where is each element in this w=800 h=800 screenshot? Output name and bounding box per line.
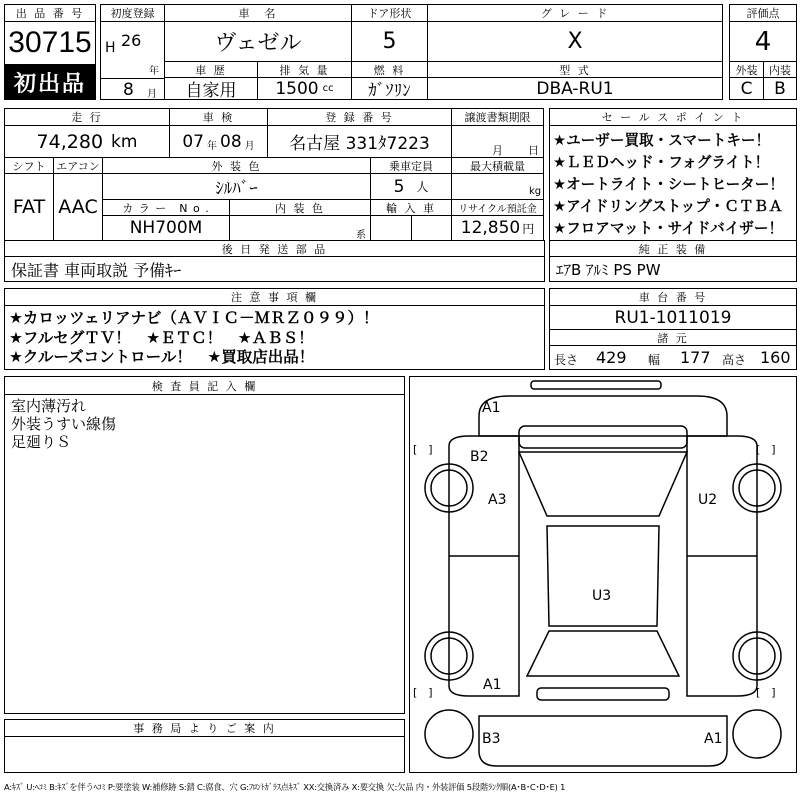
damage-mark: B2 bbox=[470, 449, 489, 465]
displacement-cell bbox=[257, 77, 352, 100]
rear-bumper bbox=[537, 688, 669, 700]
capacity-cell bbox=[370, 173, 452, 200]
score-label: 評価点 bbox=[729, 4, 797, 22]
first-reg-month: 8 bbox=[123, 80, 134, 100]
capacity: 5 bbox=[393, 176, 405, 197]
sales-point: ★フロアマット・サイドバイザー！ bbox=[553, 220, 784, 237]
damage-mark: U3 bbox=[592, 588, 612, 604]
inspection-month-unit: 月 bbox=[244, 141, 255, 152]
genuine-equipment: ｴｱB ｱﾙﾐ PS PW bbox=[549, 256, 797, 282]
damage-mark: A1 bbox=[482, 400, 501, 416]
damage-mark: A3 bbox=[488, 492, 507, 508]
interior-grade: B bbox=[763, 77, 797, 100]
transfer-label: 譲渡書類期限 bbox=[451, 108, 544, 126]
legend: A:ｷｽﾞ U:ﾍｺﾐ B:ｷｽﾞを伴うﾍｺﾐ P:要塗装 W:補修跡 S:錆 C:腐食、穴 G:ﾌﾛﾝﾄｶﾞﾗｽ点ｷｽﾞ XX:交換済み X:要交換 欠:欠品 内・外装評価 5段階ﾗﾝｸ順(A･B･C･D･E) 1 bbox=[4, 782, 566, 792]
rear-window bbox=[527, 631, 679, 676]
damage-mark: A1 bbox=[483, 677, 502, 693]
inspection-label: 車 検 bbox=[169, 108, 268, 126]
inspection-cell bbox=[169, 125, 268, 158]
color-no: NH700M bbox=[102, 215, 230, 241]
office-label: 事 務 局 よ り ご 案 内 bbox=[4, 719, 405, 737]
load-unit: kg bbox=[529, 186, 542, 197]
history: 自家用 bbox=[164, 77, 258, 100]
transfer-cell bbox=[451, 125, 544, 158]
spare-wheel-left bbox=[425, 710, 473, 758]
height-label: 高さ bbox=[722, 353, 747, 367]
load-label: 最大積載量 bbox=[451, 157, 544, 174]
name-label: 車 名 bbox=[164, 4, 352, 22]
fuel: ｶﾞｿﾘﾝ bbox=[351, 77, 428, 100]
windshield bbox=[519, 452, 687, 516]
inspector-line: 外装うすい線傷 bbox=[11, 415, 117, 433]
width-label: 幅 bbox=[648, 353, 661, 367]
first-listing-badge: 初出品 bbox=[4, 64, 96, 100]
car-name: ヴェゼル bbox=[164, 21, 352, 62]
exterior-color: ｼﾙﾊﾞｰ bbox=[102, 173, 371, 200]
sales-points-label: セ ー ル ス ポ イ ン ト bbox=[549, 108, 797, 126]
color-no-label: カ ラ ー N o . bbox=[102, 199, 230, 216]
bracket-mark: [ ] bbox=[413, 443, 433, 456]
trunk-outline bbox=[479, 716, 727, 766]
first-reg-year-cell bbox=[100, 21, 165, 79]
shift: FAT bbox=[4, 173, 54, 241]
length: 429 bbox=[596, 348, 627, 367]
exterior-label: 外装 bbox=[729, 61, 764, 78]
recycle-label: リサイクル預託金 bbox=[451, 199, 544, 216]
inspector-line: 足廻りＳ bbox=[11, 433, 72, 451]
doors: 5 bbox=[351, 21, 428, 62]
office-box bbox=[4, 736, 405, 773]
front-bumper-top bbox=[531, 381, 661, 389]
hood-outline bbox=[479, 396, 727, 436]
grille bbox=[519, 426, 687, 448]
chassis-number: RU1-1011019 bbox=[549, 305, 797, 330]
fuel-label: 燃 料 bbox=[351, 61, 428, 78]
year-unit: 年 bbox=[149, 66, 159, 77]
notes-box bbox=[4, 305, 545, 370]
width: 177 bbox=[680, 348, 711, 367]
load-cell bbox=[451, 173, 544, 200]
damage-mark: B3 bbox=[482, 731, 501, 747]
interior-color-label: 内 装 色 bbox=[229, 199, 371, 216]
inspector-box bbox=[4, 394, 405, 714]
interior-color-cell bbox=[229, 215, 371, 241]
capacity-unit: 人 bbox=[416, 180, 429, 194]
mileage: 74,280 bbox=[36, 130, 104, 153]
transfer-day-unit: 日 bbox=[528, 144, 539, 157]
score: 4 bbox=[729, 21, 797, 62]
first-reg-label: 初度登録 bbox=[100, 4, 165, 22]
mileage-label: 走 行 bbox=[4, 108, 170, 126]
exterior-color-label: 外 装 色 bbox=[102, 157, 371, 174]
exterior-grade: C bbox=[729, 77, 764, 100]
car-diagram bbox=[409, 376, 797, 773]
inspection-year-unit: 年 bbox=[207, 141, 217, 152]
model-label: 型 式 bbox=[427, 61, 723, 78]
inspector-line: 室内薄汚れ bbox=[11, 397, 87, 415]
import-label: 輸 入 車 bbox=[370, 199, 452, 216]
spare-wheel-right bbox=[733, 710, 781, 758]
capacity-label: 乗車定員 bbox=[370, 157, 452, 174]
sales-point: ★アイドリングストップ・ＣＴＢＡ bbox=[553, 198, 783, 215]
sales-point: ★ユーザー買取・スマートキー！ bbox=[553, 132, 771, 149]
displacement-unit: cc bbox=[322, 83, 334, 94]
aircon: AAC bbox=[53, 173, 103, 241]
displacement: 1500 bbox=[275, 78, 319, 99]
note-line: ★カロッツェリアナビ（ＡＶＩＣ－ＭＲＺ０９９）！ bbox=[9, 309, 379, 327]
damage-mark: U2 bbox=[698, 492, 718, 508]
interior-label: 内装 bbox=[763, 61, 797, 78]
bracket-mark: [ ] bbox=[756, 443, 776, 456]
note-line: ★クルーズコントロール！ ★買取店出品！ bbox=[9, 348, 315, 366]
mileage-unit: km bbox=[111, 131, 138, 152]
sales-point: ★ＬＥＤヘッド・フォグライト！ bbox=[553, 154, 770, 171]
height: 160 bbox=[760, 348, 791, 367]
door-label: ドア形状 bbox=[351, 4, 428, 22]
length-label: 長さ bbox=[554, 353, 579, 367]
first-reg-year: 26 bbox=[121, 31, 142, 50]
note-line: ★フルセグＴＶ！ ★ＥＴＣ！ ★ＡＢＳ！ bbox=[9, 328, 314, 347]
bracket-mark: [ ] bbox=[756, 686, 776, 699]
lot-number-cell bbox=[4, 21, 96, 64]
bracket-mark: [ ] bbox=[413, 686, 433, 699]
shift-label: シフト bbox=[4, 157, 54, 174]
import-cell-a bbox=[370, 215, 412, 241]
plate-label: 登 録 番 号 bbox=[267, 108, 452, 126]
first-reg-month-cell bbox=[100, 78, 165, 100]
month-unit: 月 bbox=[147, 89, 157, 100]
recycle-fee: 12,850 bbox=[460, 218, 521, 238]
later-parts-label: 後 日 発 送 部 品 bbox=[4, 240, 545, 257]
grade-label: グ レ ー ド bbox=[427, 4, 723, 22]
model-code: DBA-RU1 bbox=[427, 77, 723, 100]
spec-row bbox=[549, 345, 797, 370]
right-body bbox=[687, 436, 757, 696]
history-label: 車 歴 bbox=[164, 61, 258, 78]
interior-color-unit: 系 bbox=[356, 230, 366, 241]
grade: X bbox=[427, 21, 723, 62]
roof bbox=[547, 526, 659, 626]
sales-points-list bbox=[549, 125, 797, 241]
sales-point: ★オートライト・シートヒーター！ bbox=[553, 176, 784, 193]
lot-label: 出 品 番 号 bbox=[4, 4, 96, 22]
inspector-label: 検 査 員 記 入 欄 bbox=[4, 376, 405, 395]
inspection-month: 08 bbox=[220, 131, 242, 152]
aircon-label: エアコン bbox=[53, 157, 103, 174]
transfer-month-unit: 月 bbox=[492, 144, 503, 157]
damage-mark: A1 bbox=[704, 731, 723, 747]
later-parts: 保証書 車両取説 予備ｷｰ bbox=[4, 256, 545, 282]
left-body bbox=[449, 436, 519, 696]
lot-number: 30715 bbox=[8, 26, 92, 59]
displacement-label: 排 気 量 bbox=[257, 61, 352, 78]
notes-label: 注 意 事 項 欄 bbox=[4, 288, 545, 306]
recycle-unit: 円 bbox=[522, 221, 535, 236]
era: H bbox=[105, 40, 116, 56]
plate: 名古屋 331ﾀ7223 bbox=[267, 125, 452, 158]
mileage-cell bbox=[4, 125, 170, 158]
recycle-cell bbox=[451, 215, 544, 241]
chassis-label: 車 台 番 号 bbox=[549, 288, 797, 306]
genuine-label: 純 正 装 備 bbox=[549, 240, 797, 257]
import-cell-b bbox=[411, 215, 452, 241]
inspection-year: 07 bbox=[182, 131, 204, 152]
spec-label: 諸 元 bbox=[549, 329, 797, 346]
